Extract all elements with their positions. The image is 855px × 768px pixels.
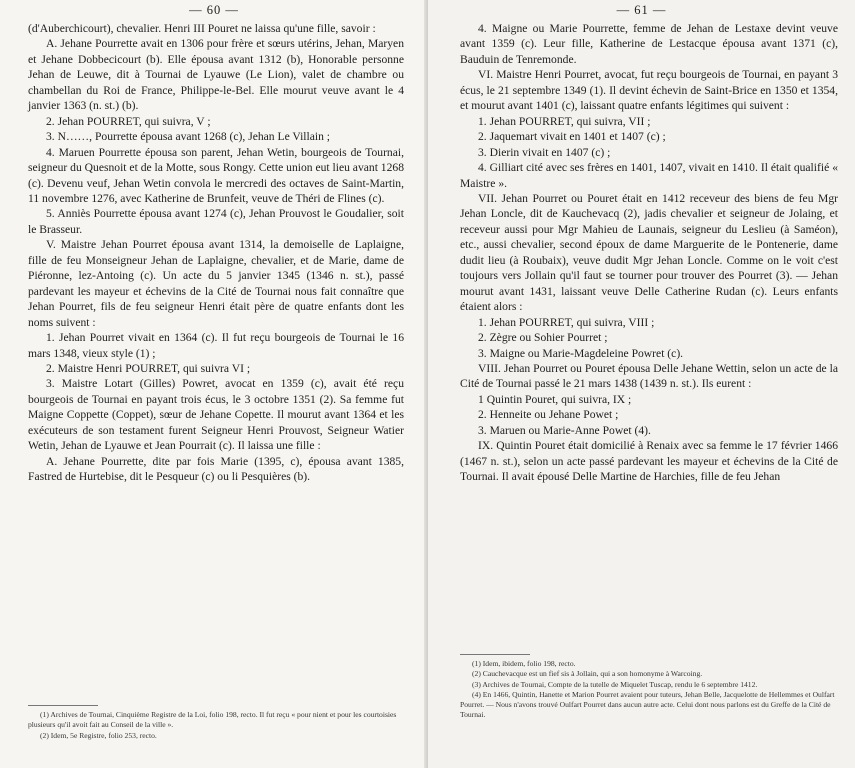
paragraph: 3. N……, Pourrette épousa avant 1268 (c), Jehan Le Villain ; xyxy=(46,130,331,144)
paragraph: 1. Jehan POURRET, qui suivra, VIII ; xyxy=(478,315,655,329)
paragraph: 2. Jaquemart vivait en 1401 et 1407 (c) ; xyxy=(478,130,666,144)
paragraph: (d'Auberchicourt), chevalier. Henri III Pouret ne laissa qu'une fille, savoir : xyxy=(28,22,376,35)
left-footnotes xyxy=(28,710,400,741)
paragraph: 3. Maistre Lotart (Gilles) Powret, avocat en 1359 (c), avait été reçu bourgeois de Tournai en payant trois écus, le 3 octobre 1351 (2). Sa femme fut Maigne Coppette (Coppet), sœur de Jehane Copette. Il mourut avant 1364 et les exécuteurs de son testament furent Seigneur Henri Prouvost, Seigneur Watier Wetin, Jehan de Lyauwe et Jean Pourrait (c). Il laissa une fille : xyxy=(28,377,404,453)
footnote: (1) Archives de Tournai, Cinquième Registre de la Loi, folio 198, recto. Il fut reçu « pour nient et pour les courtoisies plusieurs qu'il avoit fait au Conseil de la ville ». xyxy=(28,710,397,730)
left-page-number: — 60 — xyxy=(189,3,239,17)
right-body-text xyxy=(460,21,838,485)
paragraph: V. Maistre Jehan Pourret épousa avant 1314, la demoiselle de Laplaigne, fille de feu Monseigneur Jehan de Laplaigne, chevalier, et de Marie, dame de Piéronne, lez-Antoing (c). Un acte du 5 janvier 1345 (1346 n. st.), passé pardevant les mayeur et échevins de la Cité de Tournai nous fait connaître que Jehan Pourret, fils de feu seigneur Henri était père de quatre enfants dont les noms suivent : xyxy=(28,238,404,329)
paragraph: 3. Maruen ou Marie-Anne Powet (4). xyxy=(478,423,651,437)
footnote-rule xyxy=(460,654,530,655)
paragraph: 3. Maigne ou Marie-Magdeleine Powret (c). xyxy=(478,346,684,360)
paragraph: VI. Maistre Henri Pourret, avocat, fut reçu bourgeois de Tournai, en payant 3 écus, le 21 septembre 1349 (1). Il devint échevin de Saint-Brice en 1350 et 1354, et mourut avant 1401 (c), laissant quatre enfants légitimes qui suivent : xyxy=(460,68,838,113)
footnote: (2) Cauchevacque est un fief sis à Jollain, qui a son homonyme à Warcoing. xyxy=(472,669,703,679)
paragraph: 2. Jehan POURRET, qui suivra, V ; xyxy=(46,114,211,128)
right-page xyxy=(428,0,855,768)
paragraph: VII. Jehan Pourret ou Pouret était en 1412 receveur des biens de feu Mgr Jehan Loncle, dit de Kauchevacq (2), jadis chevalier et seigneur de Jolaing, et receveur aussi pour Mgr Mahieu de Launais, seigneur du Leslieu (à Saméon), etc., aussi chevalier, second époux de dame Marguerite de le Pontenerie, dame dudit lieu (à Roubaix), veuve dudit Mgr Jehan Loncle. Comme on le voit c'est toujours vers Jollain qu'il faut se tourner pour trouver des Pourret (3). — Jehan mourut avant 1431, laissant veuve Delle Catherine Rudan (c). Leurs enfants étaient alors : xyxy=(460,191,838,314)
paragraph: 1. Jehan Pourret vivait en 1364 (c). Il fut reçu bourgeois de Tournai le 16 mars 1348, vieux style (1) ; xyxy=(28,331,404,360)
right-page-number: — 61 — xyxy=(616,3,667,17)
paragraph: 3. Dierin vivait en 1407 (c) ; xyxy=(478,145,611,159)
footnote: (3) Archives de Tournai, Compte de la tutelle de Miquelet Tuscap, rendu le 6 septembre 1412. xyxy=(472,679,758,689)
paragraph: A. Jehane Pourrette, dite par fois Marie (1395, c), épousa avant 1385, Fastred de Hurtebise, dit le Pesqueur (c) ou li Pesquières (b). xyxy=(28,454,404,484)
paragraph: IX. Quintin Pouret était domicilié à Renaix avec sa femme le 17 février 1466 (1467 n. st.), selon un acte passé pardevant les mayeur et échevins de la Cité de Tournai. Il avait épousé Delle Martine de Harchies, fille de feu Jehan xyxy=(460,439,838,484)
paragraph: 4. Gilliart cité avec ses frères en 1401, 1407, vivait en 1410. Il était qualifié « Maistre ». xyxy=(460,161,838,190)
paragraph: 4. Maigne ou Marie Pourrette, femme de Jehan de Lestaxe devint veuve avant 1359 (c). Leur fille, Katherine de Lestacque épousa avant 1371 (c), Bauduin de Tenremonde. xyxy=(460,22,838,66)
paragraph: 2. Zègre ou Sohier Pourret ; xyxy=(478,331,608,345)
paragraph: A. Jehane Pourrette avait en 1306 pour frère et sœurs utérins, Jehan, Maryen et Jehane Dobbecicourt (b). Elle épousa avant 1312 (b), Honorable personne Jehan de Leuwe, dit à Tournai de Lyauwe (Le Lion), valet de chambre ou chambellan du Roi de France, Philippe-le-Bel. Elle mourut veuve avant le 4 janvier 1363 (n. st.) (b). xyxy=(28,37,404,113)
footnote: (4) En 1466, Quintin, Hanette et Marion Pourret avaient pour tuteurs, Jehan Belle, Jacquelotte de Hellemmes et Oulfart Pourret. — Nous n'avons trouvé Oulfart Pourret dans aucun autre acte. Celui dont nous parlons est du Greffe de la Cité de Tournai. xyxy=(460,689,835,720)
paragraph: 1 Quintin Pouret, qui suivra, IX ; xyxy=(478,392,632,406)
paragraph: 2. Henneite ou Jehane Powet ; xyxy=(478,408,619,422)
paragraph: VIII. Jehan Pourret ou Pouret épousa Delle Jehane Wettin, selon un acte de la Cité de Tournai passé le 21 mars 1438 (1439 n. st.). Ils eurent : xyxy=(460,361,838,391)
footnote-rule xyxy=(28,705,98,706)
footnote: (2) Idem, 5e Registre, folio 253, recto. xyxy=(40,730,157,740)
paragraph: 4. Maruen Pourrette épousa son parent, Jehan Wetin, bourgeois de Tournai, seigneur du Quesnoit et de la Motte, sous Rongy. Cette union eut lieu avant 1268 (c). Devenu veuf, Jehan Wetin convola le mercredi des octaves de Saint-Martin, 11 novembre 1276, avec Katherine de Brunfeit, veuve de Théri de Flines (c). xyxy=(28,145,404,205)
footnote: (1) Idem, ibidem, folio 198, recto. xyxy=(472,659,576,668)
left-body-text xyxy=(28,21,404,485)
paragraph: 5. Anniès Pourrette épousa avant 1274 (c), Jehan Prouvost le Goudalier, soit le Brasseur. xyxy=(28,207,404,236)
paragraph: 2. Maistre Henri POURRET, qui suivra VI ; xyxy=(46,361,251,375)
right-footnotes xyxy=(460,659,836,721)
paragraph: 1. Jehan POURRET, qui suivra, VII ; xyxy=(478,114,651,128)
